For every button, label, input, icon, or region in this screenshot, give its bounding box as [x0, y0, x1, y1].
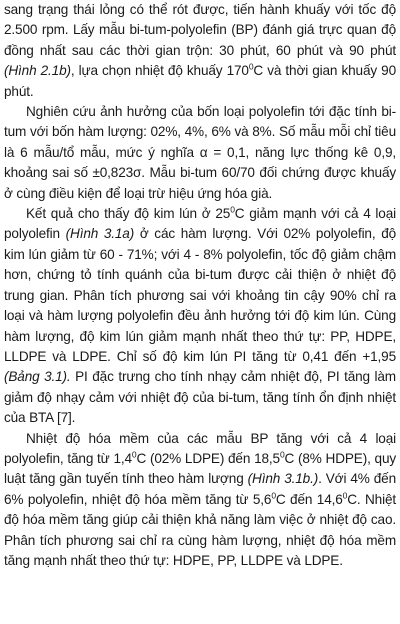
figure-reference: (Hình 3.1b.)	[247, 471, 319, 487]
figure-reference: (Hình 2.1b)	[4, 63, 71, 79]
superscript: 0	[248, 61, 254, 72]
article-body	[4, 0, 396, 571]
figure-reference: (Hình 3.1a)	[65, 226, 135, 242]
text-run: Nhiệt độ hóa mềm của các mẫu BP tăng với cả 4 loại polyolefin, tăng từ 1,4	[4, 430, 396, 466]
superscript: 0	[131, 449, 137, 460]
text-run: ở các hàm lượng. Với 02% polyolefin, độ kim lún giảm từ 60 - 71%; với 4 - 8% polyolefin, tốc độ giảm chậm hơn, chứng tỏ tính quánh của bi-tum được cải thiện ở nhiệt độ trung gian. Phân tích phương sai với khoảng tin cậy 90% chỉ ra loại và hàm lượng polyolefin đều ảnh hưởng tới độ kim lún. Cùng hàm lượng, độ kim lún giảm mạnh nhất theo thứ tự: PP, HDPE, LLDPE và LDPE. Chỉ số độ kim lún PI tăng từ 0,41 đến +1,95	[4, 226, 397, 364]
text-run: Nghiên cứu ảnh hưởng của bốn loại polyolefin tới đặc tính bi-tum với bốn hàm lượng: 02%, 4%, 6% và 8%. Số mẫu mỗi chỉ tiêu là 6 mẫu/tổ mẫu, mức ý nghĩa α = 0,1, năng lực thống kê 0,9, khoảng sai số ±0,823σ. Mẫu bi-tum 60/70 đối chứng được khuấy ở cùng điều kiện để loại trừ hiệu ứng hóa già.	[4, 104, 396, 201]
text-run: C (8% HDPE), quy luật tăng gần tuyến tính theo hàm lượng	[4, 450, 396, 487]
paragraph-4	[4, 429, 396, 572]
text-run: PI đặc trưng cho tính nhạy cảm nhiệt độ, PI tăng làm giảm độ nhạy cảm với nhiệt độ của bi-tum, tăng tính ổn định nhiệt của BTA [7].	[4, 369, 396, 426]
text-run: C (02% LDPE) đến 18,5	[136, 450, 280, 466]
text-run: , lựa chọn nhiệt độ khuấy 170	[70, 63, 249, 79]
text-run: C giảm mạnh với cả 4 loại polyolefin	[4, 206, 396, 242]
text-run: C và thời gian khuấy 90 phút.	[4, 63, 396, 99]
figure-reference: (Bảng 3.1).	[4, 369, 71, 385]
text-run: . Với 4% đến 6% polyolefin, nhiệt độ hóa mềm tăng từ 5,6	[4, 471, 396, 507]
text-run: C đến 14,6	[275, 491, 343, 507]
text-run: sang trạng thái lỏng có thể rót được, tiến hành khuấy với tốc độ 2.500 rpm. Lấy mẫu bi-tum-polyolefin (BP) đánh giá trực quan độ đồng nhất sau các thời gian trộn: 30 phút, 60 phút và 90 phút	[4, 2, 396, 58]
paragraph-2	[4, 102, 396, 204]
text-run: Kết quả cho thấy độ kim lún ở 25	[26, 206, 231, 222]
paragraph-1	[4, 0, 396, 102]
superscript: 0	[230, 204, 235, 215]
superscript: 0	[342, 490, 348, 501]
superscript: 0	[279, 449, 285, 460]
text-run: C. Nhiệt độ hóa mềm tăng giúp cải thiện khả năng làm việc ở nhiệt độ cao. Phân tích phương sai chỉ ra cùng hàm lượng, nhiệt độ hóa mềm tăng mạnh nhất theo thứ tự: HDPE, PP, LLDPE và LDPE.	[4, 491, 396, 568]
paragraph-3	[4, 204, 396, 428]
superscript: 0	[271, 490, 276, 501]
